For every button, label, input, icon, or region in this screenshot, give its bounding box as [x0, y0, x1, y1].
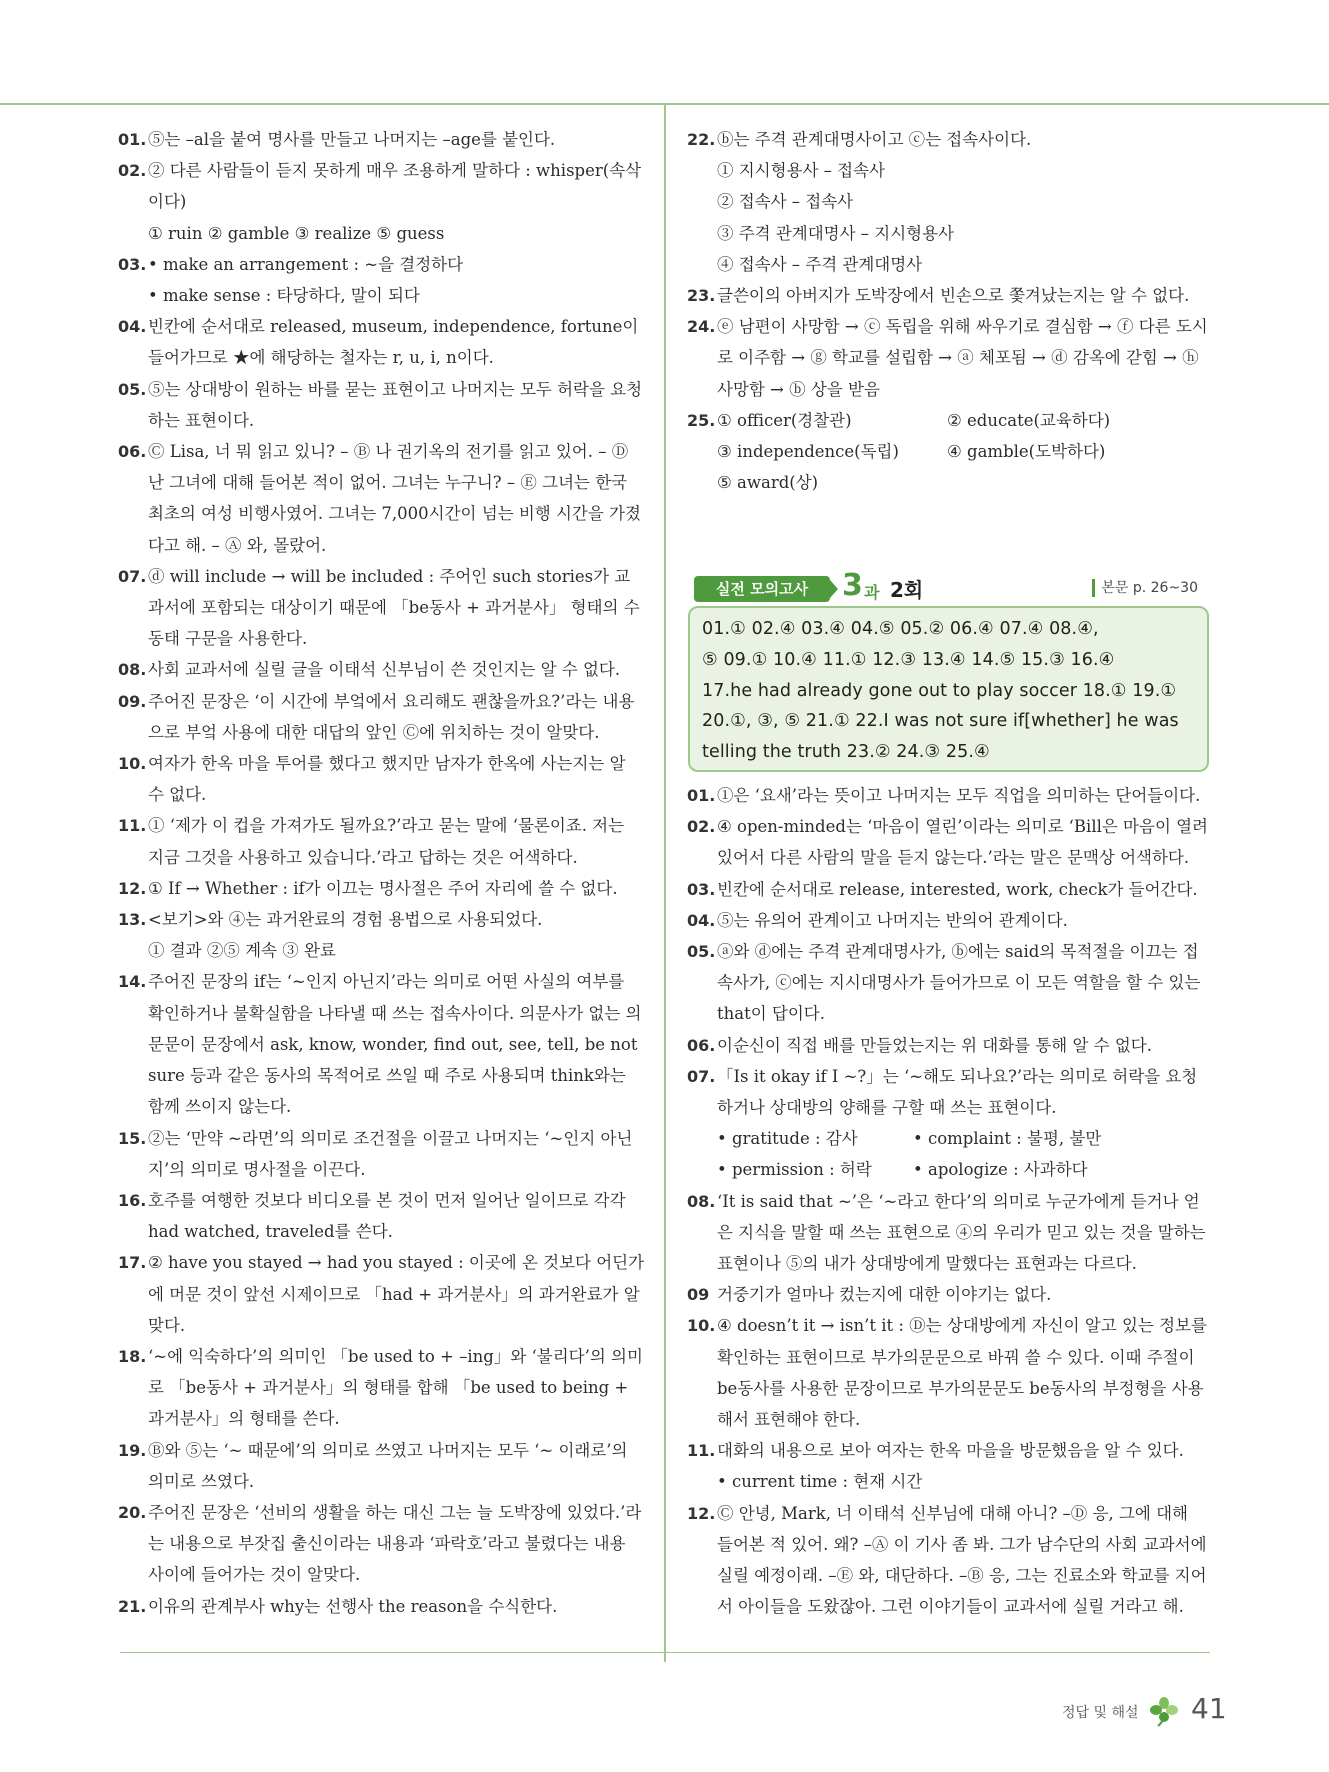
- item-text: ⓓ will include → will be included : 주어인 such stories가 교과서에 포함되는 대상이기 때문에 「be동사 + 과거분사」 형태의 수동태 구문을 사용한다.: [148, 566, 640, 649]
- item-number: 01.: [118, 130, 147, 149]
- item-text: 글쓴이의 아버지가 도박장에서 빈손으로 쫓겨났는지는 알 수 없다.: [717, 286, 1190, 306]
- item-text: ② 다른 사람들이 듣지 못하게 매우 조용하게 말하다 : whisper(속삭이다): [148, 161, 642, 212]
- item-number: 09.: [118, 691, 147, 711]
- item-text: 여자가 한옥 마을 투어를 했다고 했지만 남자가 한옥에 사는지는 알 수 없다.: [148, 754, 626, 805]
- item-number: 18.: [118, 1346, 147, 1366]
- left-item-06: [118, 436, 644, 561]
- item-text: Ⓒ Lisa, 너 뭐 읽고 있니? – Ⓑ 나 권기옥의 전기를 읽고 있어. – Ⓓ 난 그녀에 대해 들어본 적이 없어. 그녀는 누구니? – Ⓔ 그녀는 한국 최초의 여성 비행사였어. 그녀는 7,000시간이 넘는 비행 시간을 가졌다고 해. – Ⓐ 와, 몰랐어.: [148, 442, 641, 555]
- left-item-04: [118, 311, 644, 373]
- left-item-21: [118, 1591, 644, 1622]
- left-column: [118, 124, 644, 1622]
- right2-item-11: [687, 1435, 1209, 1497]
- choice-row: [717, 405, 1209, 436]
- page-number: 41: [1191, 1692, 1227, 1725]
- item-subtext: ① 결과 ②⑤ 계속 ③ 완료: [148, 941, 336, 961]
- item-number: 05.: [118, 379, 147, 399]
- item-number: 08.: [118, 660, 147, 680]
- right-item-23: [687, 280, 1209, 311]
- item-text: 사회 교과서에 실릴 글을 이태석 신부님이 쓴 것인지는 알 수 없다.: [148, 660, 621, 680]
- left-item-13: [118, 904, 644, 966]
- right2-item-05: [687, 936, 1209, 1030]
- item-text: ①은 ‘요새’라는 뜻이고 나머지는 모두 직업을 의미하는 단어들이다.: [717, 786, 1201, 805]
- vocab-row: [717, 1123, 1209, 1154]
- right-item-22: [687, 124, 1209, 280]
- item-number: 10.: [118, 754, 147, 774]
- item-text: 주어진 문장의 if는 ‘~인지 아닌지’라는 의미로 어떤 사실의 여부를 확인하거나 불확실함을 나타낼 때 쓰는 접속사이다. 의문사가 없는 의문문이 문장에서 ask, know, wonder, find out, see, tell, be not sure 등과 같은 동사의 목적어로 쓰일 때 주로 사용되며 think와는 함께 쓰이지 않는다.: [148, 972, 642, 1117]
- choice: ③ independence(독립): [717, 442, 899, 462]
- left-item-19: [118, 1435, 644, 1497]
- left-item-18: [118, 1341, 644, 1435]
- item-number: 12.: [687, 1503, 716, 1523]
- item-text: ① If → Whether : if가 이끄는 명사절은 주어 자리에 쓸 수 없다.: [148, 878, 618, 898]
- footer-label: 정답 및 해설: [1062, 1705, 1139, 1721]
- vocab-entry: • complaint : 불평, 불만: [913, 1129, 1102, 1149]
- left-item-07: [118, 561, 644, 655]
- item-number: 20.: [118, 1502, 147, 1522]
- item-number: 25.: [687, 410, 716, 430]
- item-text: ⓐ와 ⓓ에는 주격 관계대명사가, ⓑ에는 said의 목적절을 이끄는 접속사가, ⓒ에는 지시대명사가 들어가므로 이 모든 역할을 할 수 있는 that이 답이다.: [717, 942, 1201, 1024]
- item-number: 04.: [687, 910, 716, 930]
- item-text: 「Is it okay if I ~?」는 ‘~해도 되나요?’라는 의미로 허락을 요청하거나 상대방의 양해를 구할 때 쓰는 표현이다.: [717, 1066, 1198, 1118]
- item-number: 02.: [118, 161, 147, 181]
- left-item-15: [118, 1123, 644, 1185]
- answer-line: 20.①, ③, ⑤ 21.① 22.I was not sure if[whether] he was: [702, 711, 1179, 732]
- item-text: ④ open-minded는 ‘마음이 열린’이라는 의미로 ‘Bill은 마음이 열려 있어서 다른 사람의 말을 듣지 않는다.’라는 말은 문맥상 어색하다.: [717, 817, 1209, 868]
- left-item-11: [118, 810, 644, 872]
- vocab-entry: • apologize : 사과하다: [913, 1160, 1088, 1180]
- item-number: 13.: [118, 910, 147, 930]
- item-text: ④ doesn’t it → isn’t it : Ⓓ는 상대방에게 자신이 알고 있는 정보를 확인하는 표현이므로 부가의문문으로 바꿔 쓸 수 있다. 이때 주절이 be동사를 사용한 문장이므로 부가의문문도 be동사의 부정형을 사용해서 표현해야 한다.: [717, 1316, 1207, 1430]
- choice: ② educate(교육하다): [947, 410, 1111, 430]
- left-item-08: [118, 654, 644, 685]
- item-text: <보기>와 ④는 과거완료의 경험 용법으로 사용되었다.: [148, 910, 543, 930]
- left-item-20: [118, 1497, 644, 1591]
- item-text: 빈칸에 순서대로 release, interested, work, check가 들어간다.: [717, 879, 1198, 899]
- practice-test-badge: 실전 모의고사: [694, 576, 830, 602]
- clover-leaf-icon: [1150, 1697, 1178, 1727]
- right2-item-03: [687, 874, 1209, 905]
- left-item-02: [118, 155, 644, 249]
- item-subtext: ① 지시형용사 – 접속사: [717, 161, 885, 181]
- answer-line: 17.he had already gone out to play soccer 18.① 19.①: [702, 680, 1177, 701]
- right2-item-04: [687, 905, 1209, 936]
- item-subtext: ① ruin ② gamble ③ realize ⑤ guess: [148, 223, 445, 243]
- left-item-05: [118, 374, 644, 436]
- item-text: 거중기가 얼마나 컸는지에 대한 이야기는 없다.: [717, 1285, 1052, 1305]
- left-item-12: [118, 873, 644, 904]
- item-number: 09: [687, 1285, 710, 1305]
- item-number: 24.: [687, 317, 716, 337]
- left-item-09: [118, 686, 644, 748]
- item-text: • make an arrangement : ~을 결정하다: [148, 254, 464, 274]
- item-subtext: ③ 주격 관계대명사 – 지시형용사: [717, 223, 954, 243]
- item-text: 이유의 관계부사 why는 선행사 the reason을 수식한다.: [148, 1596, 558, 1616]
- answer-key-box: [688, 606, 1209, 772]
- item-number: 23.: [687, 286, 716, 306]
- item-number: 14.: [118, 972, 147, 992]
- right2-item-02: [687, 811, 1209, 873]
- item-number: 04.: [118, 317, 147, 337]
- choice-row: [717, 467, 1209, 498]
- item-number: 06.: [118, 442, 147, 462]
- left-item-01: [118, 124, 644, 155]
- right2-item-06: [687, 1030, 1209, 1061]
- column-divider: [664, 103, 666, 1662]
- item-text: ② have you stayed → had you stayed : 이곳에 온 것보다 어딘가에 머문 것이 앞선 시제이므로 「had + 과거분사」의 과거완료가 알맞다.: [148, 1253, 645, 1335]
- item-text: 대화의 내용으로 보아 여자는 한옥 마을을 방문했음을 알 수 있다.: [717, 1441, 1184, 1461]
- lesson-suffix: 과: [864, 583, 880, 602]
- item-text: ⑤는 상대방이 원하는 바를 묻는 표현이고 나머지는 모두 허락을 요청하는 표현이다.: [148, 379, 643, 430]
- answer-line: telling the truth 23.② 24.③ 25.④: [702, 742, 990, 763]
- left-item-16: [118, 1185, 644, 1247]
- item-text: 주어진 문장은 ‘선비의 생활을 하는 대신 그는 늘 도박장에 있었다.’라는 내용으로 부잣집 출신이라는 내용과 ‘파락호’라고 불렸다는 내용 사이에 들어가는 것이 알맞다.: [148, 1502, 642, 1585]
- item-text: ⑤는 유의어 관계이고 나머지는 반의어 관계이다.: [717, 910, 1068, 930]
- item-subtext: • current time : 현재 시간: [717, 1472, 923, 1492]
- right2-item-07: [687, 1061, 1209, 1186]
- page-reference: 본문 p. 26~30: [1092, 579, 1198, 597]
- vocab-entry: • permission : 허락: [717, 1160, 872, 1180]
- item-subtext: ④ 접속사 – 주격 관계대명사: [717, 254, 923, 274]
- right-column-top: [687, 124, 1209, 498]
- item-number: 16.: [118, 1190, 147, 1210]
- item-number: 19.: [118, 1440, 147, 1460]
- choice: ① officer(경찰관): [717, 410, 852, 430]
- right-item-25: [687, 405, 1209, 499]
- right2-item-08: [687, 1186, 1209, 1280]
- right-column-bottom: [687, 780, 1209, 1622]
- item-text: Ⓒ 안녕, Mark, 너 이태석 신부님에 대해 아니? –Ⓓ 응, 그에 대해 들어본 적 있어. 왜? –Ⓐ 이 기사 좀 봐. 그가 남수단의 사회 교과서에 실릴 예정이래. –Ⓔ 와, 대단하다. –Ⓑ 응, 그는 진료소와 학교를 지어서 아이들을 도왔잖아. 그런 이야기들이 교과서에 실릴 거라고 해.: [717, 1503, 1207, 1617]
- item-text: 이순신이 직접 배를 만들었는지는 위 대화를 통해 알 수 없다.: [717, 1035, 1152, 1055]
- item-text: ‘It is said that ~’은 ‘~라고 한다’의 의미로 누군가에게 듣거나 얻은 지식을 말할 때 쓰는 표현으로 ④의 우리가 믿고 있는 것을 말하는 표현이나 ⑤의 내가 상대방에게 말했다는 표현과는 다르다.: [717, 1191, 1206, 1274]
- item-text: Ⓑ와 ⑤는 ‘~ 때문에’의 의미로 쓰였고 나머지는 모두 ‘~ 이래로’의 의미로 쓰였다.: [148, 1440, 628, 1491]
- item-number: 22.: [687, 130, 716, 149]
- right2-item-01: [687, 780, 1209, 811]
- item-text: 주어진 문장은 ‘이 시간에 부엌에서 요리해도 괜찮을까요?’라는 내용으로 부엌 사용에 대한 대답의 앞인 Ⓒ에 위치하는 것이 알맞다.: [148, 691, 635, 742]
- test-round: 2회: [890, 578, 924, 602]
- left-item-03: [118, 249, 644, 311]
- item-text: ① ‘제가 이 컵을 가져가도 될까요?’라고 묻는 말에 ‘물론이죠. 저는 지금 그것을 사용하고 있습니다.’라고 답하는 것은 어색하다.: [148, 816, 625, 867]
- right2-item-12: [687, 1498, 1209, 1623]
- item-subtext: • make sense : 타당하다, 말이 되다: [148, 286, 420, 306]
- item-number: 11.: [687, 1441, 716, 1461]
- item-number: 07.: [118, 566, 147, 586]
- item-text: ⓔ 남편이 사망함 → ⓒ 독립을 위해 싸우기로 결심함 → ⓕ 다른 도시로 이주함 → ⓖ 학교를 설립함 → ⓐ 체포됨 → ⓓ 감옥에 갇힘 → ⓗ 사망함 → ⓑ 상을 받음: [717, 317, 1208, 399]
- right-item-24: [687, 311, 1209, 405]
- bottom-rule: [120, 1652, 1210, 1653]
- right2-item-09: [687, 1279, 1209, 1310]
- item-text: 호주를 여행한 것보다 비디오를 본 것이 먼저 일어난 일이므로 각각 had watched, traveled를 쓴다.: [148, 1190, 626, 1242]
- vocab-entry: • gratitude : 감사: [717, 1129, 858, 1149]
- practice-test-header: [694, 568, 1210, 608]
- item-text: ⑤는 –al을 붙여 명사를 만들고 나머지는 –age를 붙인다.: [148, 130, 556, 149]
- choice: ④ gamble(도박하다): [947, 442, 1106, 462]
- left-item-17: [118, 1247, 644, 1341]
- item-number: 01.: [687, 786, 716, 805]
- item-text: ②는 ‘만약 ~라면’의 의미로 조건절을 이끌고 나머지는 ‘~인지 아닌지’의 의미로 명사절을 이끈다.: [148, 1128, 633, 1179]
- item-number: 05.: [687, 942, 716, 962]
- item-number: 03.: [118, 254, 147, 274]
- item-number: 07.: [687, 1066, 716, 1086]
- answer-line: ⑤ 09.① 10.④ 11.① 12.③ 13.④ 14.⑤ 15.③ 16.④: [702, 649, 1115, 670]
- left-item-14: [118, 966, 644, 1122]
- item-number: 12.: [118, 878, 147, 898]
- item-number: 08.: [687, 1191, 716, 1211]
- item-subtext: ② 접속사 – 접속사: [717, 192, 854, 212]
- vocab-row: [717, 1154, 1209, 1185]
- item-number: 03.: [687, 879, 716, 899]
- item-text: 빈칸에 순서대로 released, museum, independence, fortune이 들어가므로 ★에 해당하는 철자는 r, u, i, n이다.: [148, 317, 639, 368]
- item-number: 15.: [118, 1128, 147, 1148]
- choice: ⑤ award(상): [717, 473, 819, 493]
- item-number: 10.: [687, 1316, 716, 1336]
- item-number: 02.: [687, 817, 716, 837]
- item-number: 06.: [687, 1035, 716, 1055]
- item-number: 11.: [118, 816, 147, 836]
- item-number: 17.: [118, 1253, 147, 1273]
- item-text: ⓑ는 주격 관계대명사이고 ⓒ는 접속사이다.: [717, 130, 1032, 149]
- choice-row: [717, 436, 1209, 467]
- item-text: ‘~에 익숙하다’의 의미인 「be used to + –ing」와 ‘불리다’의 의미로 「be동사 + 과거분사」의 형태를 합해 「be used to being + 과거분사」의 형태를 쓴다.: [148, 1346, 643, 1429]
- badge-arrow-icon: [830, 580, 838, 598]
- lesson-number: 3: [842, 568, 863, 603]
- answer-line: 01.① 02.④ 03.④ 04.⑤ 05.② 06.④ 07.④ 08.④,: [702, 619, 1099, 639]
- right2-item-10: [687, 1310, 1209, 1435]
- left-item-10: [118, 748, 644, 810]
- item-number: 21.: [118, 1596, 147, 1616]
